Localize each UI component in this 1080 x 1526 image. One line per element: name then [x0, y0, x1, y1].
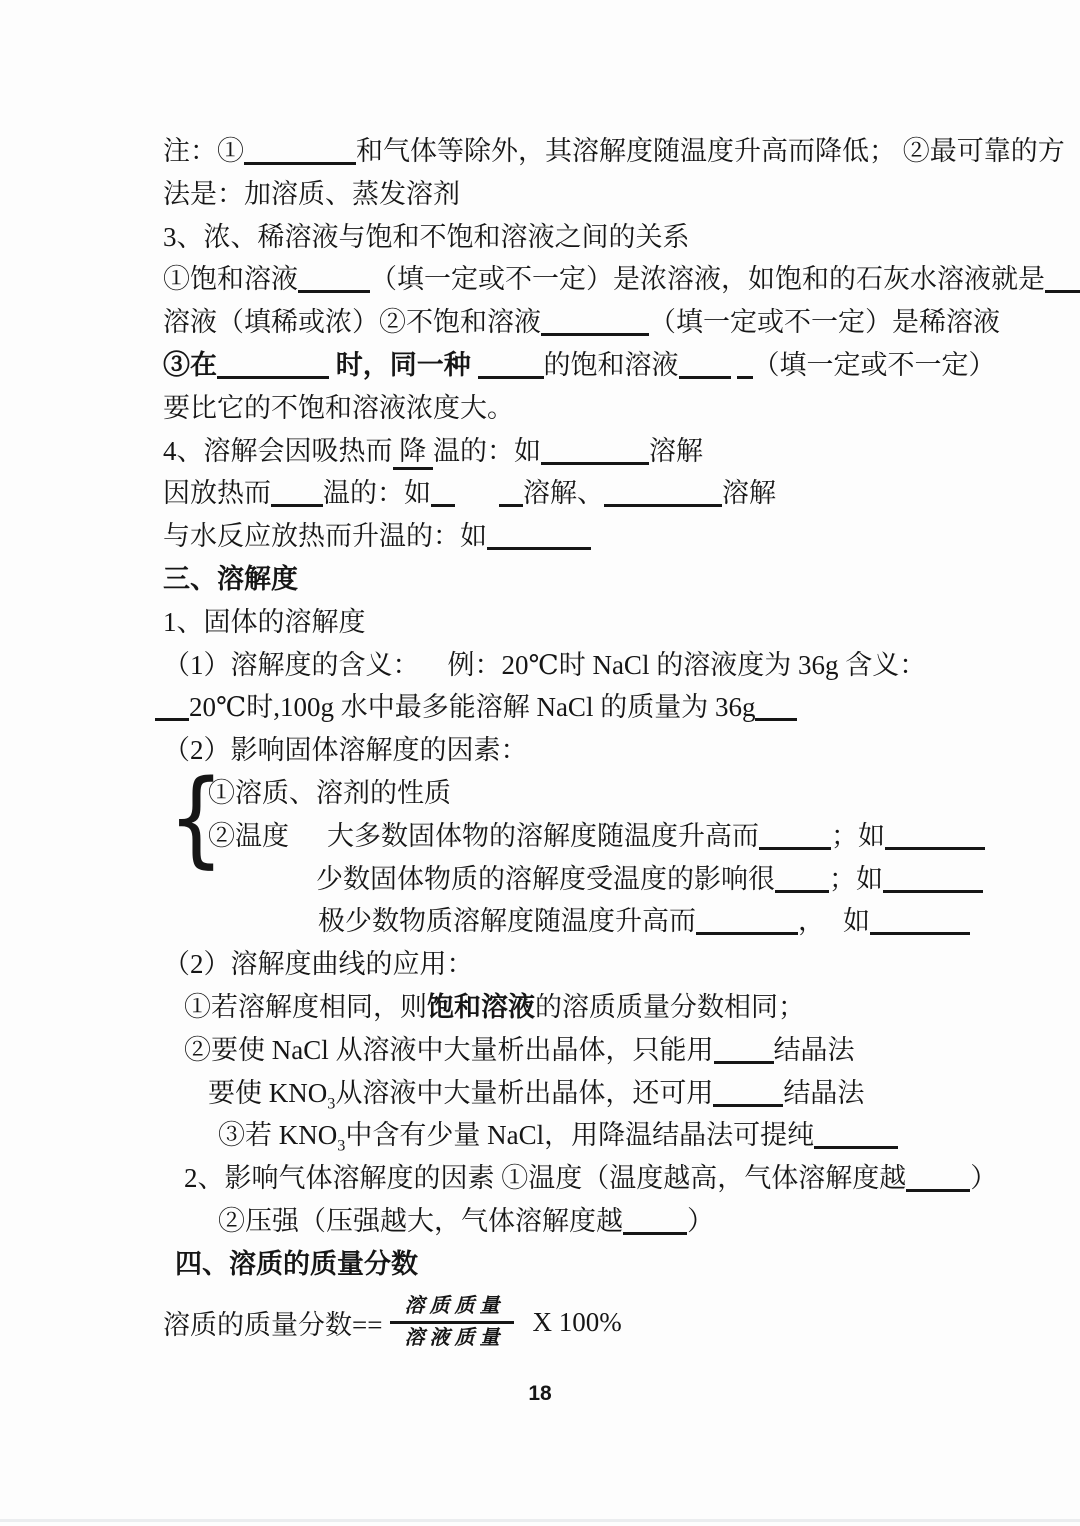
curve-app-2-nacl	[184, 1029, 1080, 1072]
text-segment: 大多数固体物的溶解度随温度升高而	[327, 820, 759, 851]
fill-in-blank	[759, 845, 831, 850]
text-segment: 少数固体物质的溶解度受温度的影响很	[316, 863, 775, 894]
text-segment: 要比它的不饱和溶液浓度大。	[163, 392, 514, 423]
fraction	[390, 1292, 514, 1353]
grouping-brace-icon: {	[168, 756, 225, 879]
fill-in-blank	[737, 374, 753, 379]
fill-in-blank	[870, 930, 970, 935]
text-segment: 从溶液中大量析出晶体，还可用	[335, 1077, 714, 1108]
text-segment: 与水反应放热而升温的：如	[163, 521, 487, 552]
text-segment: 中含有少量 NaCl，用降温结晶法可提纯	[345, 1120, 815, 1151]
page-number: 18	[528, 1381, 552, 1405]
fill-in-blank	[714, 1059, 774, 1064]
text-segment: （填一定或不一定）是稀溶液	[649, 307, 1000, 338]
text-segment: ①若溶解度相同，则	[184, 991, 427, 1022]
text-segment: ②温度	[208, 820, 289, 851]
text-segment: （填一定或不一定）是浓溶液，如饱和的石灰水溶液就是	[370, 264, 1045, 295]
fill-in-blank	[713, 1102, 783, 1107]
text-segment: 3、浓、稀溶液与饱和不饱和溶液之间的关系	[163, 221, 690, 252]
filled-blank-text: 降	[393, 436, 434, 470]
text-segment: 溶液（填稀或浓）②不饱和溶液	[163, 307, 541, 338]
text-segment: ①溶质、溶剂的性质	[208, 777, 451, 808]
gas-solubility-factors	[184, 1157, 1080, 1200]
text-segment: （1）溶解度的含义：	[163, 649, 420, 680]
text-segment: （2）影响固体溶解度的因素：	[163, 735, 528, 766]
fill-in-blank	[499, 502, 523, 507]
curve-app-3-purify	[218, 1114, 1080, 1157]
factor-2-minority	[316, 858, 1080, 901]
text-segment: 的饱和溶液	[543, 349, 679, 380]
text-segment: 1、固体的溶解度	[163, 606, 366, 637]
text-segment: 2、影响气体溶解度的因素 ①温度（温度越高，气体溶解度越	[184, 1163, 907, 1194]
text-segment: 溶解	[649, 435, 703, 466]
text-segment: 的溶质质量分数相同；	[535, 991, 805, 1022]
section-heading-solubility	[163, 558, 1080, 601]
factors-title	[163, 729, 1080, 772]
text-segment: 注：①	[163, 136, 244, 166]
page-bottom-divider	[0, 1519, 1080, 1522]
note-line-2	[163, 173, 1080, 216]
item-4-exothermic	[163, 472, 1080, 515]
subscript-text: 3	[337, 1136, 346, 1155]
bold-text-segment: 时，同一种	[329, 349, 478, 380]
text-segment: 4、溶解会因吸热而	[163, 435, 393, 466]
text-segment: ；如	[831, 820, 885, 851]
text-segment: 温的：如	[433, 435, 541, 466]
item-3-same-temp	[163, 344, 1080, 387]
fill-in-blank	[755, 716, 797, 721]
fill-in-blank	[1045, 288, 1080, 293]
text-segment: 如	[843, 906, 870, 937]
fill-in-blank	[541, 331, 649, 336]
solubility-meaning-blank	[155, 686, 1080, 729]
spacer	[825, 929, 843, 930]
item-4-react-water	[163, 515, 1080, 558]
spacer	[455, 501, 499, 502]
factor-2-temperature	[208, 815, 1080, 858]
bold-text-segment: 饱和溶液	[427, 991, 535, 1022]
section-3-title	[163, 216, 1080, 259]
text-segment: （填一定或不一定）	[752, 349, 996, 380]
mass-fraction-formula	[163, 1282, 1080, 1364]
subscript-text: 3	[327, 1093, 336, 1112]
text-segment: 要使 KNO	[208, 1077, 328, 1108]
fill-in-blank	[431, 502, 455, 507]
note-line-1	[163, 130, 1080, 173]
text-segment: ）	[970, 1163, 998, 1194]
fill-in-blank	[623, 1230, 687, 1235]
bold-text-segment: 三、溶解度	[163, 563, 298, 594]
item-2-unsaturated	[163, 301, 1080, 344]
text-segment: X 100%	[532, 1307, 622, 1338]
text-segment: ③若 KNO	[218, 1120, 338, 1151]
text-segment: 20℃时,100g 水中最多能溶解 NaCl 的质量为 36g	[189, 692, 756, 723]
fill-in-blank	[244, 160, 356, 165]
fill-in-blank	[487, 545, 591, 550]
text-segment: 温的：如	[323, 478, 431, 509]
bold-text-segment: 四、溶质的质量分数	[175, 1248, 418, 1279]
item-1-saturated	[163, 258, 1080, 301]
text-segment: （2）溶解度曲线的应用：	[163, 949, 474, 980]
fill-in-blank	[883, 888, 983, 893]
item-3-continued	[163, 387, 1080, 430]
curve-application-title	[163, 943, 1080, 986]
fill-in-blank	[217, 374, 329, 379]
text-segment: ②压强（压强越大，气体溶解度越	[218, 1205, 623, 1236]
factor-2-rare	[318, 900, 1080, 943]
fill-in-blank	[298, 288, 370, 293]
fill-in-blank	[679, 374, 731, 379]
fraction-denominator: 溶液质量	[390, 1321, 514, 1353]
gas-solubility-pressure	[218, 1200, 1080, 1243]
text-segment: 溶质的质量分数==	[163, 1310, 383, 1341]
spacer	[289, 844, 327, 845]
item-4-endothermic	[163, 430, 1080, 473]
text-segment: ，	[798, 906, 825, 937]
text-segment: 溶解、	[523, 478, 604, 509]
text-segment: 法是：加溶质、蒸发溶剂	[163, 178, 460, 209]
fill-in-blank	[271, 502, 323, 507]
text-segment: ①饱和溶液	[163, 264, 298, 295]
fill-in-blank	[155, 716, 189, 721]
text-segment: 例：20℃时 NaCl 的溶液度为 36g 含义：	[447, 649, 927, 680]
text-segment: ②要使 NaCl 从溶液中大量析出晶体，只能用	[184, 1034, 714, 1065]
text-segment: 极少数物质溶解度随温度升高而	[318, 906, 696, 937]
text-segment: ）	[687, 1205, 714, 1236]
fill-in-blank	[814, 1144, 898, 1149]
text-segment: 结晶法	[783, 1077, 865, 1108]
text-segment: 因放热而	[163, 478, 271, 509]
spacer	[420, 673, 448, 674]
fill-in-blank	[604, 502, 722, 507]
solid-solubility-title	[163, 601, 1080, 644]
text-segment: 结晶法	[773, 1034, 855, 1065]
bold-text-segment: ③在	[163, 349, 217, 380]
text-segment: ；如	[829, 863, 883, 894]
fill-in-blank	[541, 460, 649, 465]
text-segment: 溶解	[722, 478, 776, 509]
fill-in-blank	[775, 888, 829, 893]
curve-app-2-kno3	[208, 1072, 1080, 1115]
curve-app-1	[184, 986, 1080, 1029]
fill-in-blank	[478, 374, 544, 379]
solubility-meaning	[163, 644, 1080, 687]
fill-in-blank	[696, 930, 798, 935]
fill-in-blank	[906, 1187, 970, 1192]
fill-in-blank	[885, 845, 985, 850]
spacer	[522, 1322, 532, 1323]
section-heading-mass-fraction	[175, 1243, 1080, 1286]
text-segment: 和气体等除外，其溶解度随温度升高而降低； ②最可靠的方	[356, 136, 1065, 166]
fraction-numerator: 溶质质量	[404, 1295, 505, 1318]
